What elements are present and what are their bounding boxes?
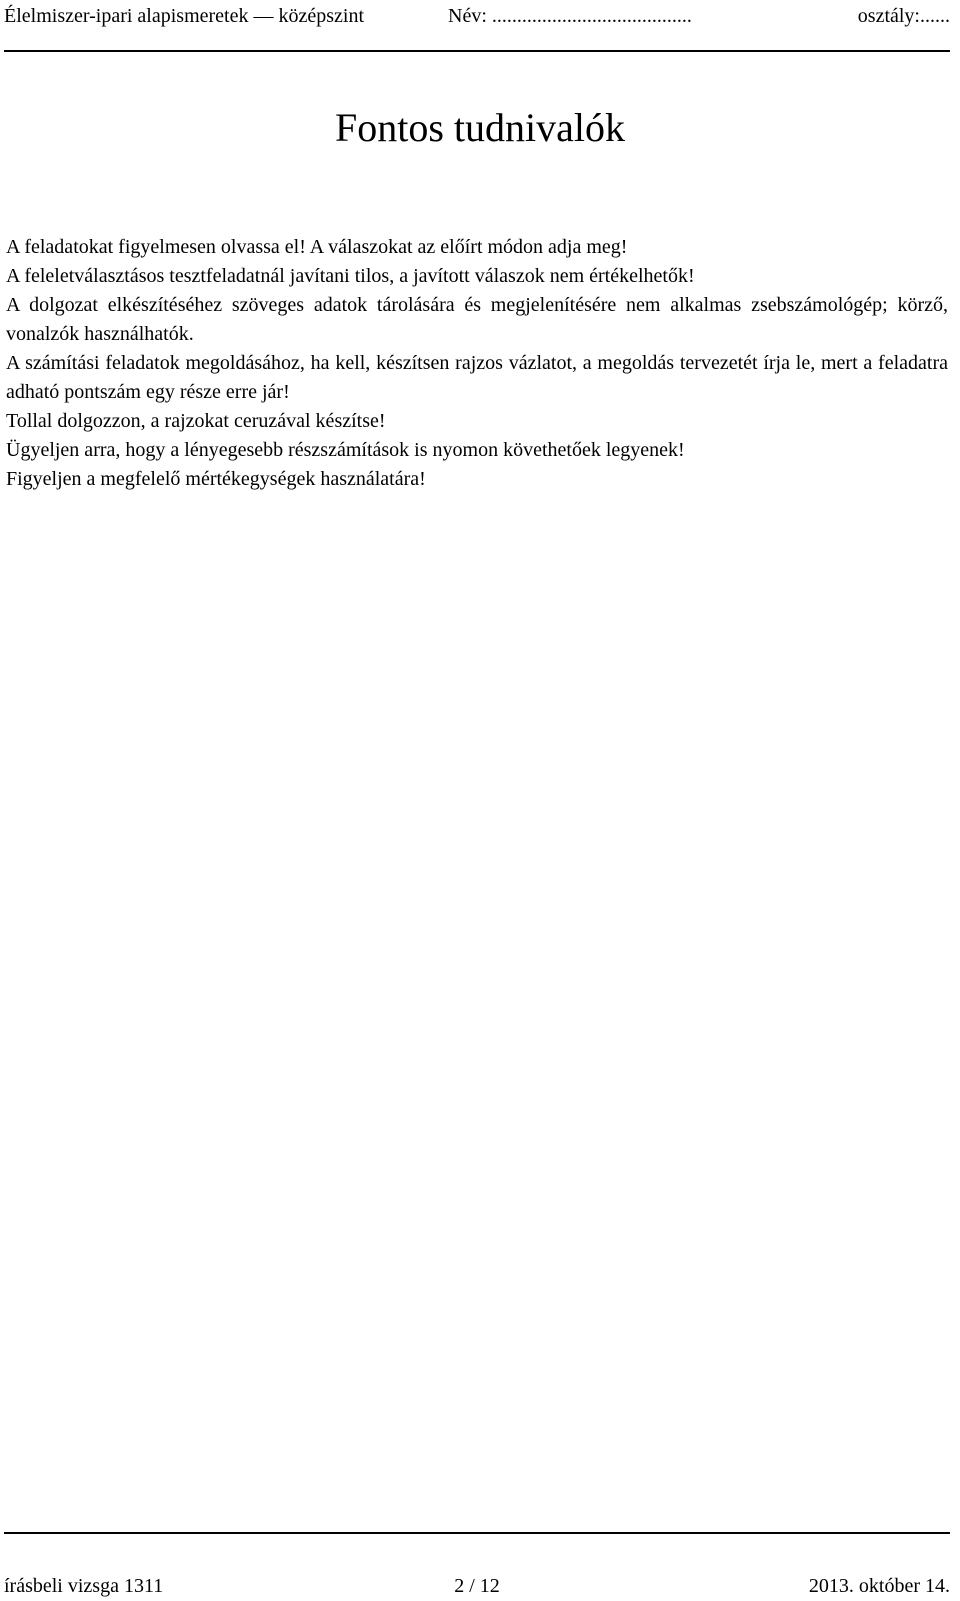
instruction-item: A feleletválasztásos tesztfeladatnál javítani tilos, a javított válaszok nem értékelhetők! [6,265,695,287]
instruction-item: Figyeljen a megfelelő mértékegységek használatára! [6,468,426,490]
name-field: Név: ........................................ [448,5,692,27]
page-footer [4,1572,950,1600]
exam-date: 2013. október 14. [808,1575,950,1597]
class-field: osztály:...... [857,5,950,27]
exam-code: írásbeli vizsga 1311 [4,1575,164,1597]
page-title: Fontos tudnivalók [334,105,626,150]
footer-divider [4,1532,950,1534]
instruction-item: Tollal dolgozzon, a rajzokat ceruzával készítse! [6,410,386,432]
instruction-item: A feladatokat figyelmesen olvassa el! A válaszokat az előírt módon adja meg! [6,236,628,258]
exam-subject: Élelmiszer-ipari alapismeretek — középszint [4,5,365,27]
instruction-item: A dolgozat elkészítéséhez szöveges adatok tárolására és megjelenítésére nem alkalmas zsebszámológép; körző, vonalzók használhatók. [6,294,948,345]
page-header [4,2,950,34]
instruction-item: Ügyeljen arra, hogy a lényegesebb részszámítások is nyomon követhetőek legyenek! [6,439,685,461]
header-divider [4,50,950,52]
page-number: 2 / 12 [454,1575,500,1597]
instruction-item: A számítási feladatok megoldásához, ha kell, készítsen rajzos vázlatot, a megoldás tervezetét írja le, mert a feladatra adható pontszám egy része erre jár! [6,352,948,403]
instructions-list [6,233,948,494]
